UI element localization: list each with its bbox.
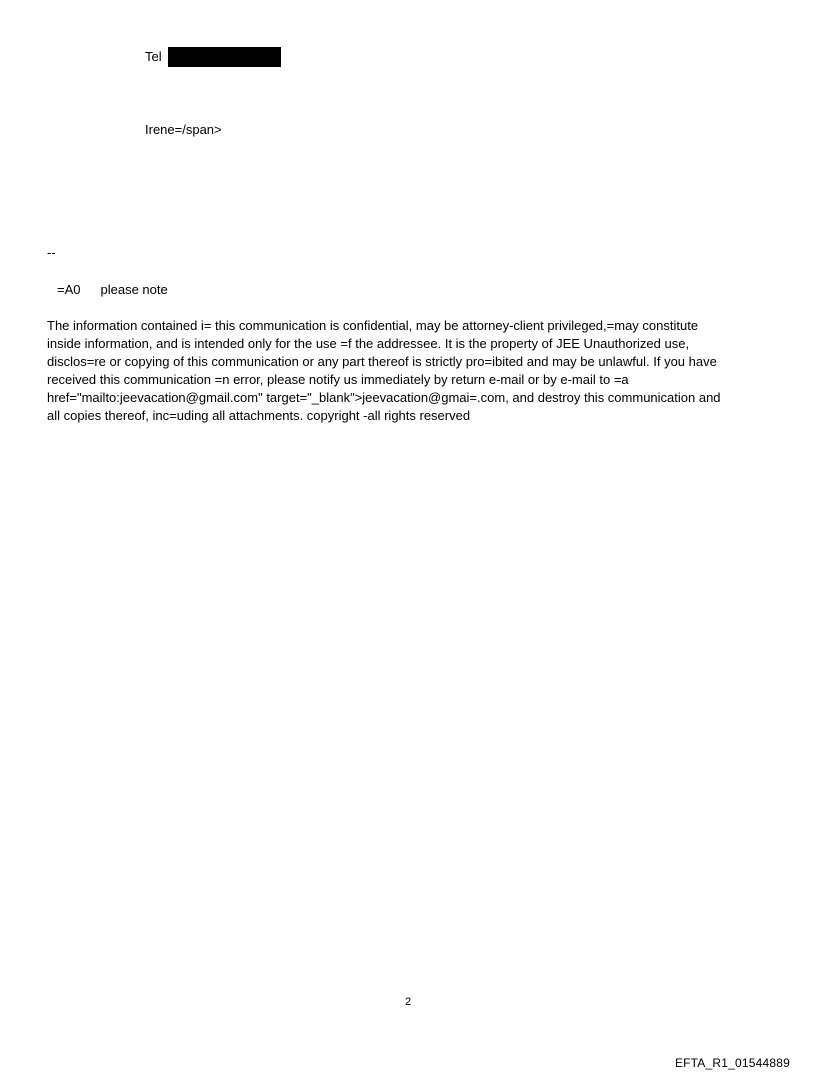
disclaimer-line: disclos=re or copying of this communication or any part thereof is strictly pro=ibited and may be unlawful. If you have (47, 354, 717, 369)
tel-label: Tel (145, 49, 162, 64)
signature-separator: -- (47, 245, 56, 260)
note-text: please note (100, 282, 168, 297)
note-row (57, 281, 168, 299)
disclaimer-line: The information contained i= this communication is confidential, may be attorney-client privileged,=may constitute (47, 318, 699, 333)
disclaimer-line: received this communication =n error, please notify us immediately by return e-mail or by e-mail to =a (47, 372, 629, 387)
tel-row (145, 47, 281, 67)
confidentiality-disclaimer (47, 317, 769, 425)
signoff-name: Irene=/span> (145, 122, 222, 137)
page-number: 2 (404, 996, 412, 1008)
disclaimer-line: inside information, and is intended only for the use =f the addressee. It is the property of JEE Unauthorized use, (47, 336, 690, 351)
note-prefix: =A0 (57, 282, 81, 297)
redaction-box (168, 47, 281, 67)
disclaimer-line: href="mailto:jeevacation@gmail.com" target="_blank">jeevacation@gmai=.com, and destroy this communication and (47, 390, 721, 405)
document-id: EFTA_R1_01544889 (674, 1056, 790, 1070)
disclaimer-line: all copies thereof, inc=uding all attachments. copyright -all rights reserved (47, 408, 471, 423)
